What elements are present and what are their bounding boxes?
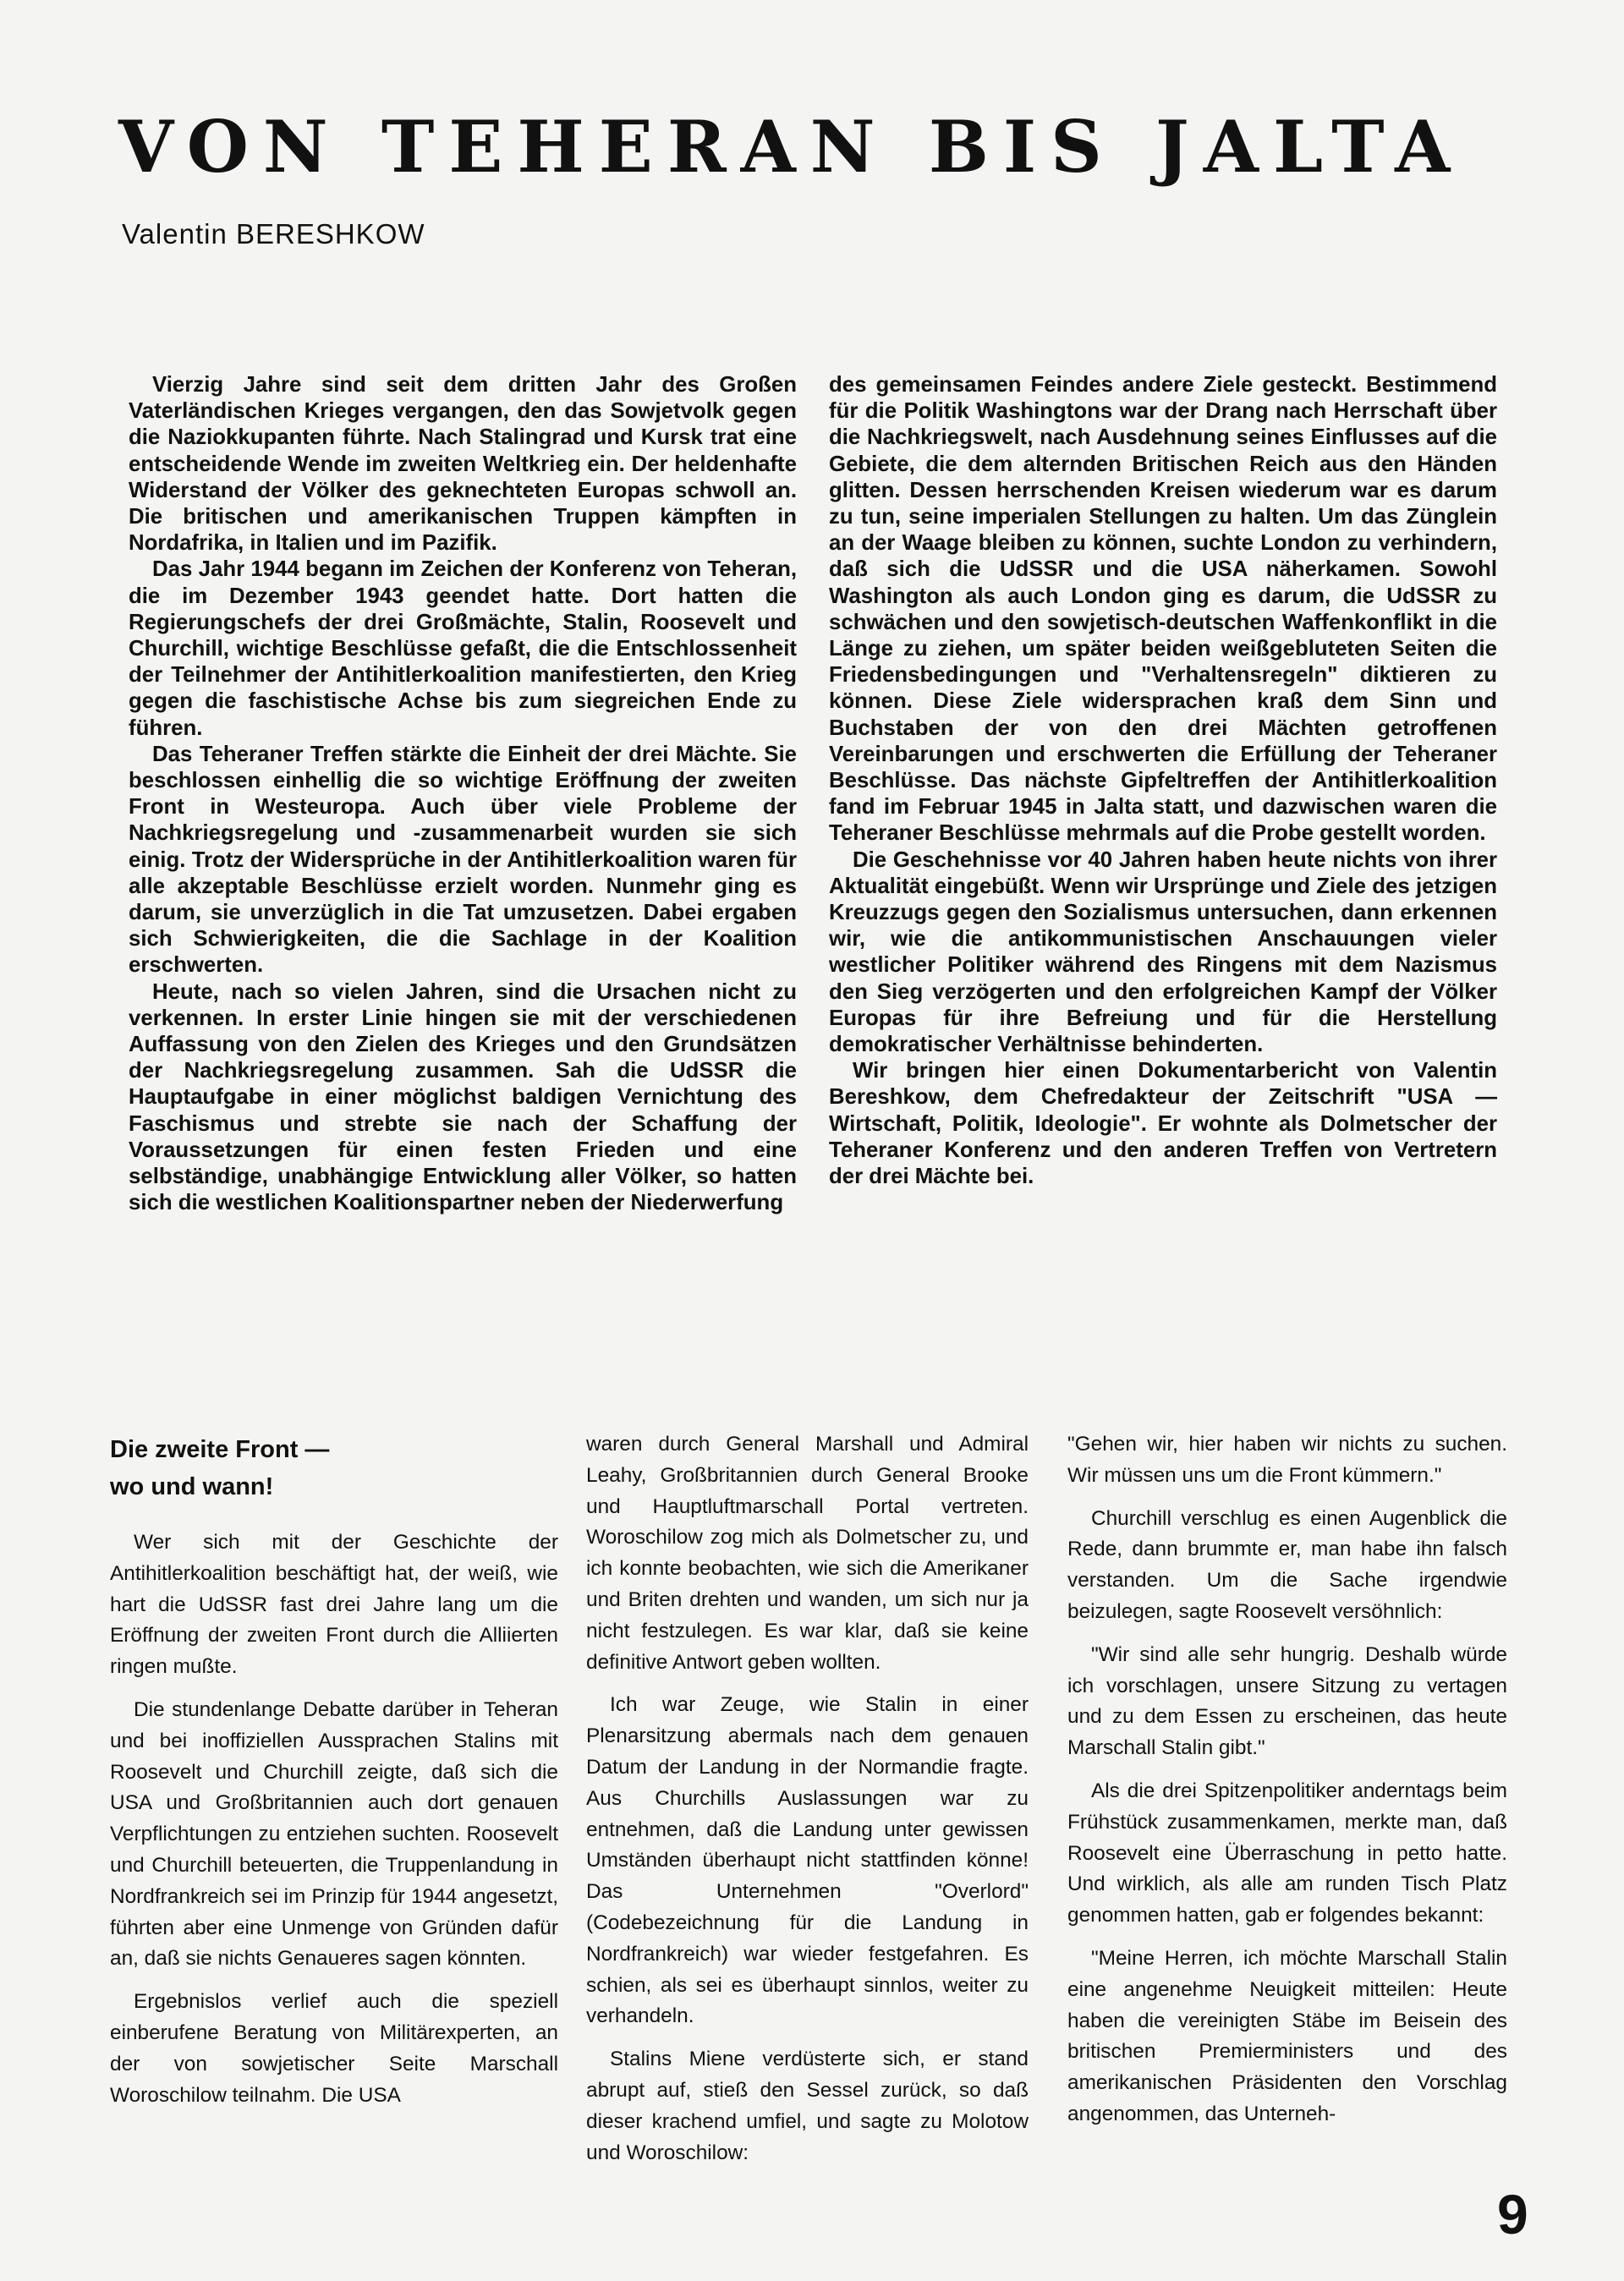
body-paragraph: Die stundenlange Debatte darüber in Teheran und bei inoffiziellen Aussprachen Stalins mit Roosevelt und Churchill zeigte, daß sich die USA und Großbritannien auch dort genauen Verpflichtungen zu entziehen suchten. Roosevelt und Churchill beteuerten, die Truppenlandung in Nordfrankreich sei im Prinzip für 1944 angesetzt, führten aber eine Unmenge von Gründen dafür an, daß sie nichts Genaueres sagen könnten. <box>110 1697 558 1971</box>
intro-paragraph: Wir bringen hier einen Dokumentarbericht von Valentin Bereshkow, dem Chefredakteur der Zeitschrift "USA — Wirtschaft, Politik, Ideologie". Er wohnte als Dolmetscher der Teheraner Konferenz und den anderen Treffen von Vertretern der drei Mächte bei. <box>829 1059 1497 1189</box>
intro-paragraph: Vierzig Jahre sind seit dem dritten Jahr des Großen Vaterländischen Krieges vergangen, den das Sowjetvolk gegen die Naziokkupanten führte. Nach Stalingrad und Kursk trat eine entscheidende Wende im zweiten Weltkrieg ein. Der heldenhafte Widerstand der Völker des geknechteten Europas schwoll an. Die britischen und amerikanischen Truppen kämpften in Nordafrika, in Italien und im Pazifik. <box>129 373 797 556</box>
intro-paragraph: Das Teheraner Treffen stärkte die Einheit der drei Mächte. Sie beschlossen einhellig die so wichtige Eröffnung der zweiten Front in Westeuropa. Auch über viele Probleme der Nachkriegsregelung und -zusammenarbeit wurden sie sich einig. Trotz der Widersprüche in der Antihitlerkoalition waren für alle akzeptable Beschlüsse erzielt worden. Nunmehr ging es darum, sie unverzüglich in die Tat umzusetzen. Dabei ergaben sich Schwierigkeiten, die die Sachlage in der Koalition erschwerten. <box>129 742 797 978</box>
body-paragraph: Ergebnislos verlief auch die speziell einberufene Beratung von Militärexperten, an der von sowjetischer Seite Marschall Woroschilow teilnahm. Die USA <box>110 1990 558 2107</box>
author-byline: Valentin BERESHKOW <box>122 218 425 249</box>
section-heading <box>110 1431 558 1505</box>
body-paragraph: Wer sich mit der Geschichte der Antihitlerkoalition beschäftigt hat, der weiß, wie hart die UdSSR fast drei Jahre lang um die Eröffnung der zweiten Front durch die Alliierten ringen mußte. <box>110 1531 558 1679</box>
intro-paragraph: Das Jahr 1944 begann im Zeichen der Konferenz von Teheran, die im Dezember 1943 geendet hatte. Dort hatten die Regierungschefs der drei Großmächte, Stalin, Roosevelt und Churchill, wichtige Beschlüsse gefaßt, die die Entschlossenheit der Teilnehmer der Antihitlerkoalition manifestierten, den Krieg gegen die faschistische Achse bis zum siegreichen Ende zu führen. <box>129 557 797 740</box>
body-column-1 <box>110 1431 558 2123</box>
body-column-2 <box>586 1429 1029 2180</box>
body-column-3 <box>1067 1429 1507 2142</box>
article-title: VON TEHERAN BIS JALTA <box>118 105 1465 189</box>
intro-column-left <box>129 372 797 1217</box>
body-paragraph: "Wir sind alle sehr hungrig. Deshalb würde ich vorschlagen, unsere Sitzung zu vertagen und zu dem Essen zu erscheinen, das heute Marschall Stalin gibt." <box>1067 1642 1507 1760</box>
section-heading-line: Die zweite Front — <box>110 1436 330 1463</box>
section-heading-line: wo und wann! <box>110 1473 274 1500</box>
body-paragraph: "Meine Herren, ich möchte Marschall Stalin eine angenehme Neuigkeit mitteilen: Heute haben die vereinigten Stäbe im Beisein des britischen Premierministers und des amerikanischen Präsidenten den Vorschlag angenommen, das Unterneh- <box>1067 1946 1507 2125</box>
body-paragraph: "Gehen wir, hier haben wir nichts zu suchen. Wir müssen uns um die Front kümmern." <box>1067 1433 1507 1487</box>
intro-paragraph: Heute, nach so vielen Jahren, sind die Ursachen nicht zu verkennen. In erster Linie hingen sie mit der verschiedenen Auffassung von den Zielen des Krieges und den Grundsätzen der Nachkriegsregelung zusammen. Sah die UdSSR die Hauptaufgabe in einer möglichst baldigen Vernichtung des Faschismus und strebte sie nach der Schaffung der Voraussetzungen für einen festen Frieden und eine selbständige, unabhängige Entwicklung aller Völker, so hatten sich die westlichen Koalitionspartner neben der Niederwerfung <box>129 979 797 1215</box>
intro-column-right <box>829 372 1497 1190</box>
intro-paragraph: des gemeinsamen Feindes andere Ziele gesteckt. Bestimmend für die Politik Washingtons war der Drang nach Herrschaft über die Nachkriegswelt, nach Ausdehnung seines Einflusses auf die Gebiete, die dem alternden Britischen Reich aus den Händen glitten. Dessen herrschenden Kreisen wiederum war es darum zu tun, seine imperialen Stellungen zu halten. Um das Zünglein an der Waage bleiben zu können, suchte London zu verhindern, daß sich die UdSSR und die USA näherkamen. Sowohl Washington als auch London ging es darum, die UdSSR zu schwächen und den sowjetisch-deutschen Waffenkonflikt in die Länge zu ziehen, um später beiden weißgebluteten Seiten die Friedensbedingungen und "Verhaltensregeln" diktieren zu können. Diese Ziele widersprachen kraß dem Sinn und Buchstaben der von den drei Mächten getroffenen Vereinbarungen und erschwerten die Erfüllung der Teheraner Beschlüsse. Das nächste Gipfeltreffen der Antihitlerkoalition fand im Februar 1945 in Jalta statt, und dazwischen waren die Teheraner Beschlüsse mehrmals auf die Probe gestellt worden. <box>829 373 1497 846</box>
intro-paragraph: Die Geschehnisse vor 40 Jahren haben heute nichts von ihrer Aktualität eingebüßt. Wenn wir Ursprünge und Ziele des jetzigen Kreuzzugs gegen den Sozialismus untersuchen, dann erkennen wir, wie die antikommunistischen Anschauungen vieler westlicher Politiker während des Ringens mit dem Nazismus den Sieg verzögerten und den erfolgreichen Kampf der Völker Europas für ihre Befreiung und für die Herstellung demokratischer Verhältnisse behinderten. <box>829 847 1497 1057</box>
body-paragraph: Stalins Miene verdüsterte sich, er stand abrupt auf, stieß den Sessel zurück, so daß dieser krachend umfiel, und sagte zu Molotow und Woroschilow: <box>586 2048 1029 2164</box>
body-paragraph: Ich war Zeuge, wie Stalin in einer Plenarsitzung abermals nach dem genauen Datum der Landung in der Normandie fragte. Aus Churchills Auslassungen war zu entnehmen, daß die Landung unter gewissen Umständen überhaupt nicht stattfinden könne! Das Unternehmen "Overlord" (Codebezeichnung für die Landung in Nordfrankreich) war wieder festgefahren. Es schien, als sei es überhaupt sinnlos, weiter zu verhandeln. <box>586 1693 1029 2028</box>
body-paragraph: Als die drei Spitzenpolitiker anderntags beim Frühstück zusammenkamen, merkte man, daß Roosevelt eine Überraschung in petto hatte. Und wirklich, als alle am runden Tisch Platz genommen hatten, gab er folgendes bekannt: <box>1067 1779 1507 1927</box>
body-paragraph: Churchill verschlug es einen Augenblick die Rede, dann brummte er, man habe ihn falsch verstanden. Um die Sache irgendwie beizulegen, sagte Roosevelt versöhnlich: <box>1067 1506 1507 1623</box>
body-paragraph: waren durch General Marshall und Admiral Leahy, Großbritannien durch General Brooke und Hauptluftmarschall Portal vertreten. Woroschilow zog mich als Dolmetscher zu, und ich konnte beobachten, wie sich die Amerikaner und Briten drehten und wanden, um sich nur ja nicht festzulegen. Es war klar, daß sie keine definitive Antwort geben wollten. <box>586 1433 1029 1674</box>
page-number: 9 <box>1497 2183 1528 2245</box>
